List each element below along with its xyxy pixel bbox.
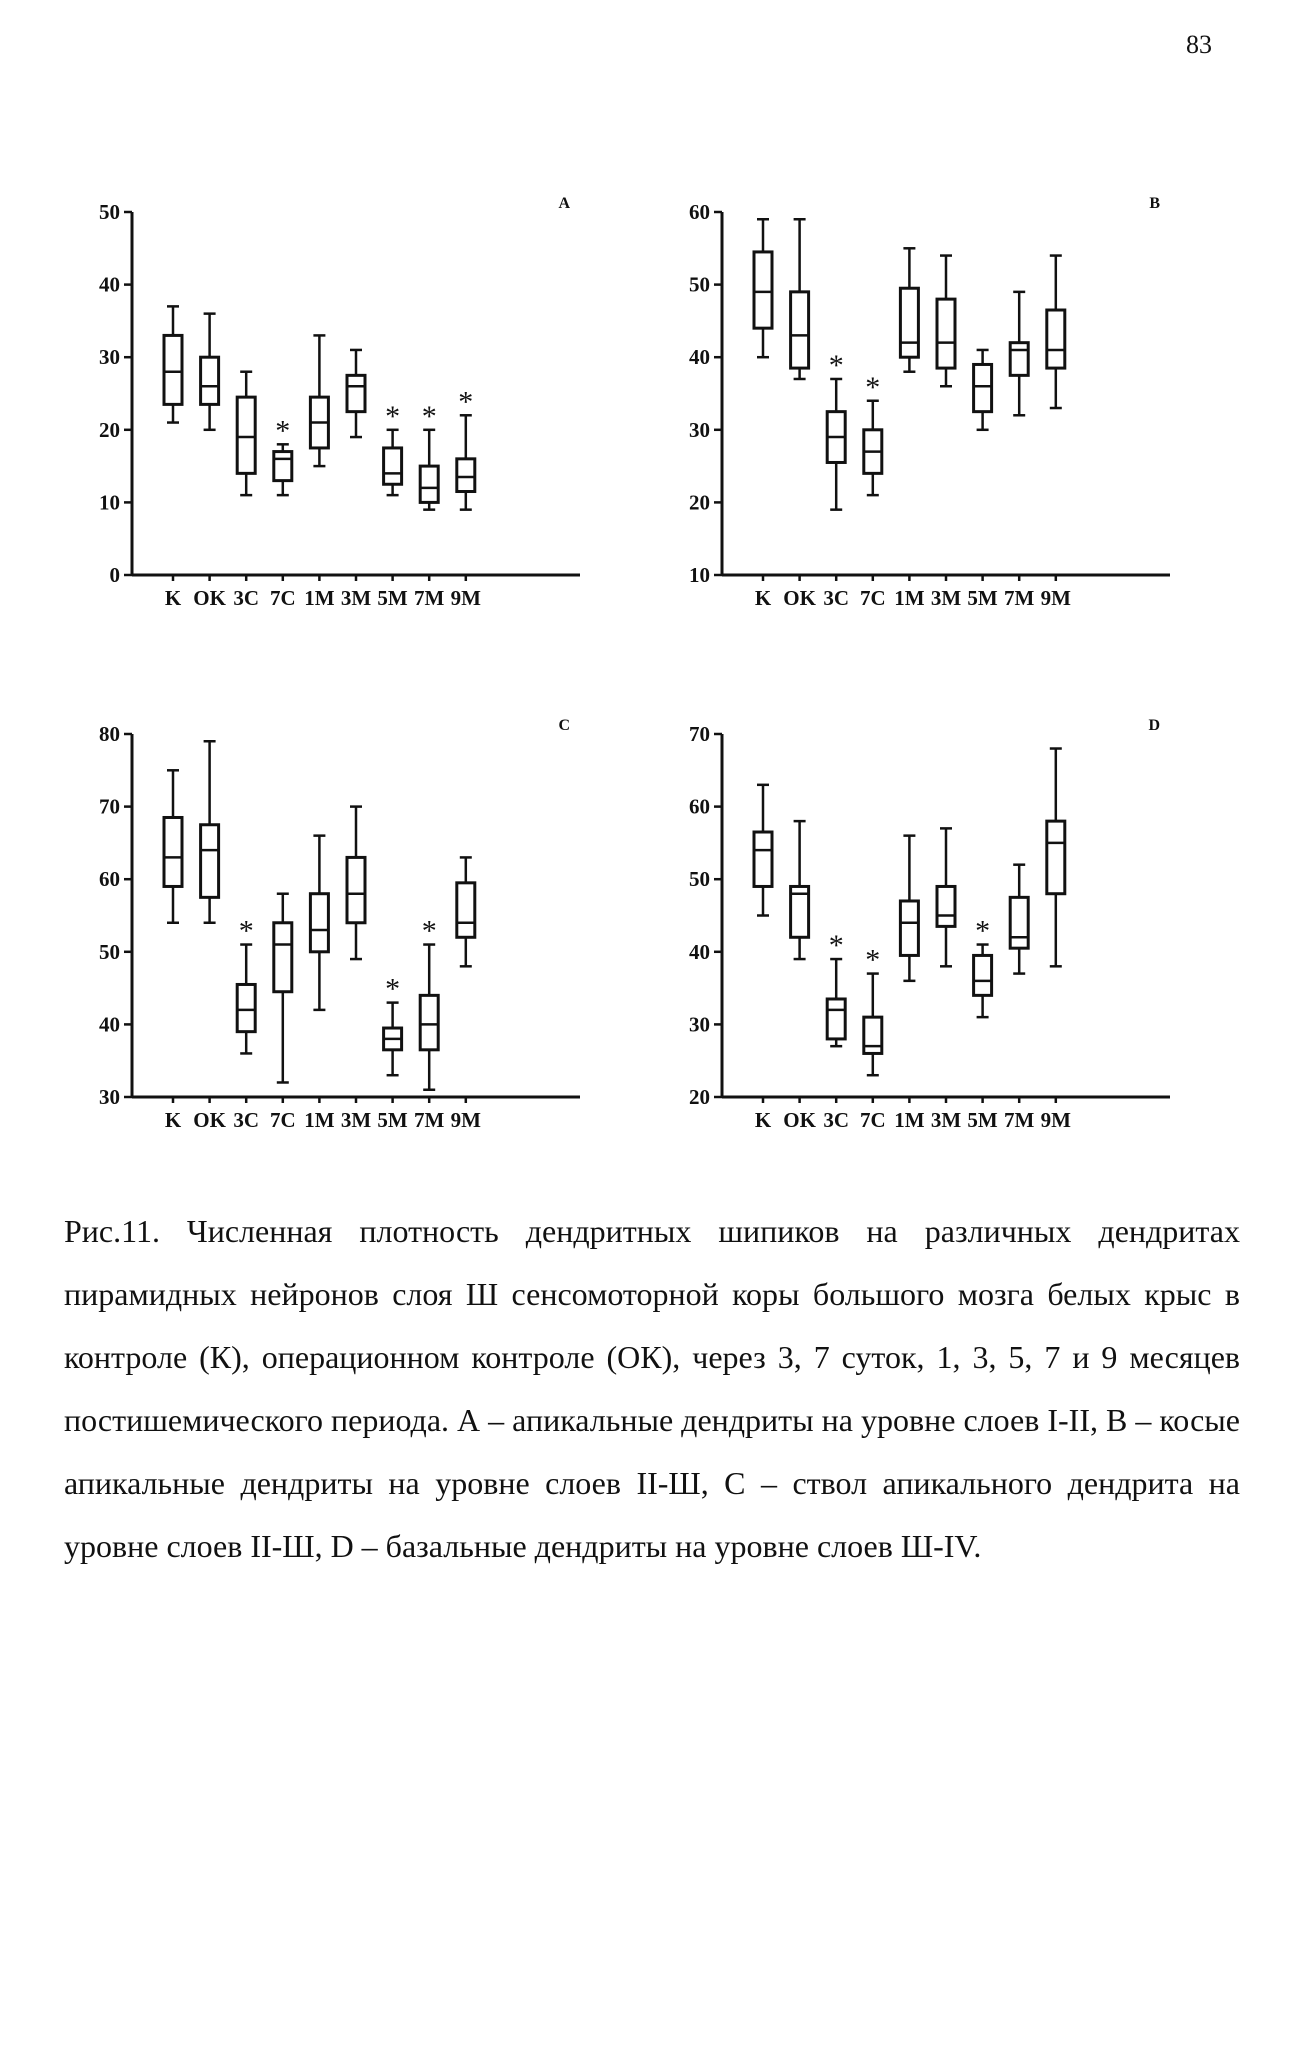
significance-asterisk: *: [385, 972, 401, 1006]
significance-asterisk: *: [458, 385, 474, 419]
y-tick-label: 70: [99, 794, 120, 819]
x-tick-label: 7M: [1004, 1108, 1035, 1132]
panel-letter: C: [558, 717, 570, 734]
box-iqr: [420, 466, 438, 502]
significance-asterisk: *: [421, 914, 437, 948]
boxplot-panel-b: [670, 190, 1170, 660]
significance-asterisk: *: [421, 399, 437, 433]
y-tick-label: 50: [689, 867, 710, 892]
box-iqr: [1047, 310, 1065, 368]
y-tick-label: 40: [99, 272, 120, 297]
box-iqr: [937, 299, 955, 368]
x-tick-label: 9M: [1040, 1108, 1071, 1132]
x-tick-label: 7C: [269, 586, 296, 610]
x-tick-label: 1M: [894, 1108, 925, 1132]
box-iqr: [201, 357, 219, 404]
x-tick-label: 7M: [414, 1108, 445, 1132]
x-tick-label: 7C: [859, 586, 886, 610]
box-iqr: [420, 995, 438, 1049]
box-iqr: [791, 292, 809, 368]
x-tick-label: 3M: [930, 586, 962, 610]
box-iqr: [457, 883, 475, 937]
box-iqr: [827, 999, 845, 1039]
panel-letter: A: [558, 195, 570, 212]
y-tick-label: 10: [99, 490, 120, 515]
x-tick-label: 5M: [967, 586, 998, 610]
x-tick-label: 3M: [340, 586, 372, 610]
y-tick-label: 50: [689, 272, 710, 297]
x-tick-label: 3C: [233, 1108, 260, 1132]
box-iqr: [937, 886, 955, 926]
x-tick-label: 3C: [823, 586, 850, 610]
y-tick-label: 30: [99, 1085, 120, 1109]
x-tick-label: 3M: [930, 1108, 962, 1132]
box-iqr: [274, 452, 292, 481]
significance-asterisk: *: [865, 943, 881, 977]
x-tick-label: 9M: [1040, 586, 1071, 610]
box-iqr: [201, 825, 219, 898]
x-tick-label: 7C: [269, 1108, 296, 1132]
box-iqr: [864, 1017, 882, 1053]
x-tick-label: 1M: [304, 586, 335, 610]
x-tick-label: 5M: [377, 1108, 408, 1132]
y-tick-label: 60: [99, 867, 120, 892]
x-tick-label: 1M: [304, 1108, 335, 1132]
y-tick-label: 30: [99, 345, 120, 370]
y-tick-label: 40: [689, 345, 710, 370]
x-tick-label: K: [754, 1108, 772, 1132]
boxplot-panel-c: [80, 712, 580, 1182]
y-tick-label: 70: [689, 722, 710, 746]
x-tick-label: 7M: [414, 586, 445, 610]
x-tick-label: 7C: [859, 1108, 886, 1132]
y-tick-label: 80: [99, 722, 120, 746]
y-tick-label: 30: [689, 417, 710, 442]
x-tick-label: 3M: [340, 1108, 372, 1132]
x-tick-label: 9M: [450, 586, 481, 610]
significance-asterisk: *: [975, 914, 991, 948]
y-tick-label: 40: [99, 1012, 120, 1037]
x-tick-label: OK: [193, 1108, 226, 1132]
y-tick-label: 60: [689, 200, 710, 224]
box-iqr: [164, 335, 182, 404]
boxplot-d-svg: [670, 712, 1170, 1182]
x-tick-label: 5M: [377, 586, 408, 610]
significance-asterisk: *: [828, 929, 844, 963]
boxplot-panel-d: [670, 712, 1170, 1182]
box-iqr: [237, 397, 255, 473]
box-iqr: [754, 832, 772, 886]
y-tick-label: 0: [109, 563, 120, 587]
figure-caption: Рис.11. Численная плотность дендритных шипиков на различных дендритах пирамидных нейронов слоя Ш сенсомоторной коры большого мозга белых крыс в контроле (К), операционном контроле (ОК), через 3, 7 суток, 1, 3, 5, 7 и 9 месяцев постишемического периода. А – апикальные дендриты на уровне слоев I-II, В – косые апикальные дендриты на уровне слоев II-Ш, С – ствол апикального дендрита на уровне слоев II-Ш, D – базальные дендриты на уровне слоев Ш-IV.: [64, 1213, 1240, 1564]
boxplot-c-svg: [80, 712, 580, 1182]
y-tick-label: 50: [99, 200, 120, 224]
significance-asterisk: *: [385, 399, 401, 433]
y-tick-label: 40: [689, 939, 710, 964]
panel-letter: D: [1148, 717, 1160, 734]
box-iqr: [384, 448, 402, 484]
y-tick-label: 30: [689, 1012, 710, 1037]
box-iqr: [274, 923, 292, 992]
y-tick-label: 60: [689, 794, 710, 819]
y-tick-label: 20: [689, 490, 710, 515]
x-tick-label: 9M: [450, 1108, 481, 1132]
y-tick-label: 20: [689, 1085, 710, 1109]
x-tick-label: 7M: [1004, 586, 1035, 610]
x-tick-label: OK: [193, 586, 226, 610]
significance-asterisk: *: [828, 348, 844, 382]
y-tick-label: 10: [689, 563, 710, 587]
box-iqr: [237, 984, 255, 1031]
box-iqr: [164, 817, 182, 886]
y-tick-label: 50: [99, 939, 120, 964]
x-tick-label: OK: [783, 586, 816, 610]
box-iqr: [974, 364, 992, 411]
significance-asterisk: *: [275, 414, 291, 448]
x-tick-label: 1M: [894, 586, 925, 610]
x-tick-label: K: [164, 1108, 182, 1132]
boxplot-a-svg: [80, 190, 580, 660]
box-iqr: [754, 252, 772, 328]
panel-letter: B: [1149, 195, 1160, 212]
boxplot-b-svg: [670, 190, 1170, 660]
x-tick-label: 5M: [967, 1108, 998, 1132]
box-iqr: [310, 894, 328, 952]
y-tick-label: 20: [99, 417, 120, 442]
x-tick-label: 3C: [233, 586, 260, 610]
x-tick-label: 3C: [823, 1108, 850, 1132]
x-tick-label: K: [754, 586, 772, 610]
box-iqr: [1010, 343, 1028, 376]
box-iqr: [974, 955, 992, 995]
box-iqr: [347, 375, 365, 411]
x-tick-label: OK: [783, 1108, 816, 1132]
box-iqr: [1047, 821, 1065, 894]
significance-asterisk: *: [865, 370, 881, 404]
significance-asterisk: *: [238, 914, 254, 948]
page-number: 83: [1186, 30, 1212, 59]
box-iqr: [900, 901, 918, 955]
box-iqr: [1010, 897, 1028, 948]
boxplot-panel-a: [80, 190, 580, 660]
box-iqr: [900, 288, 918, 357]
box-iqr: [457, 459, 475, 492]
box-iqr: [347, 857, 365, 922]
x-tick-label: K: [164, 586, 182, 610]
